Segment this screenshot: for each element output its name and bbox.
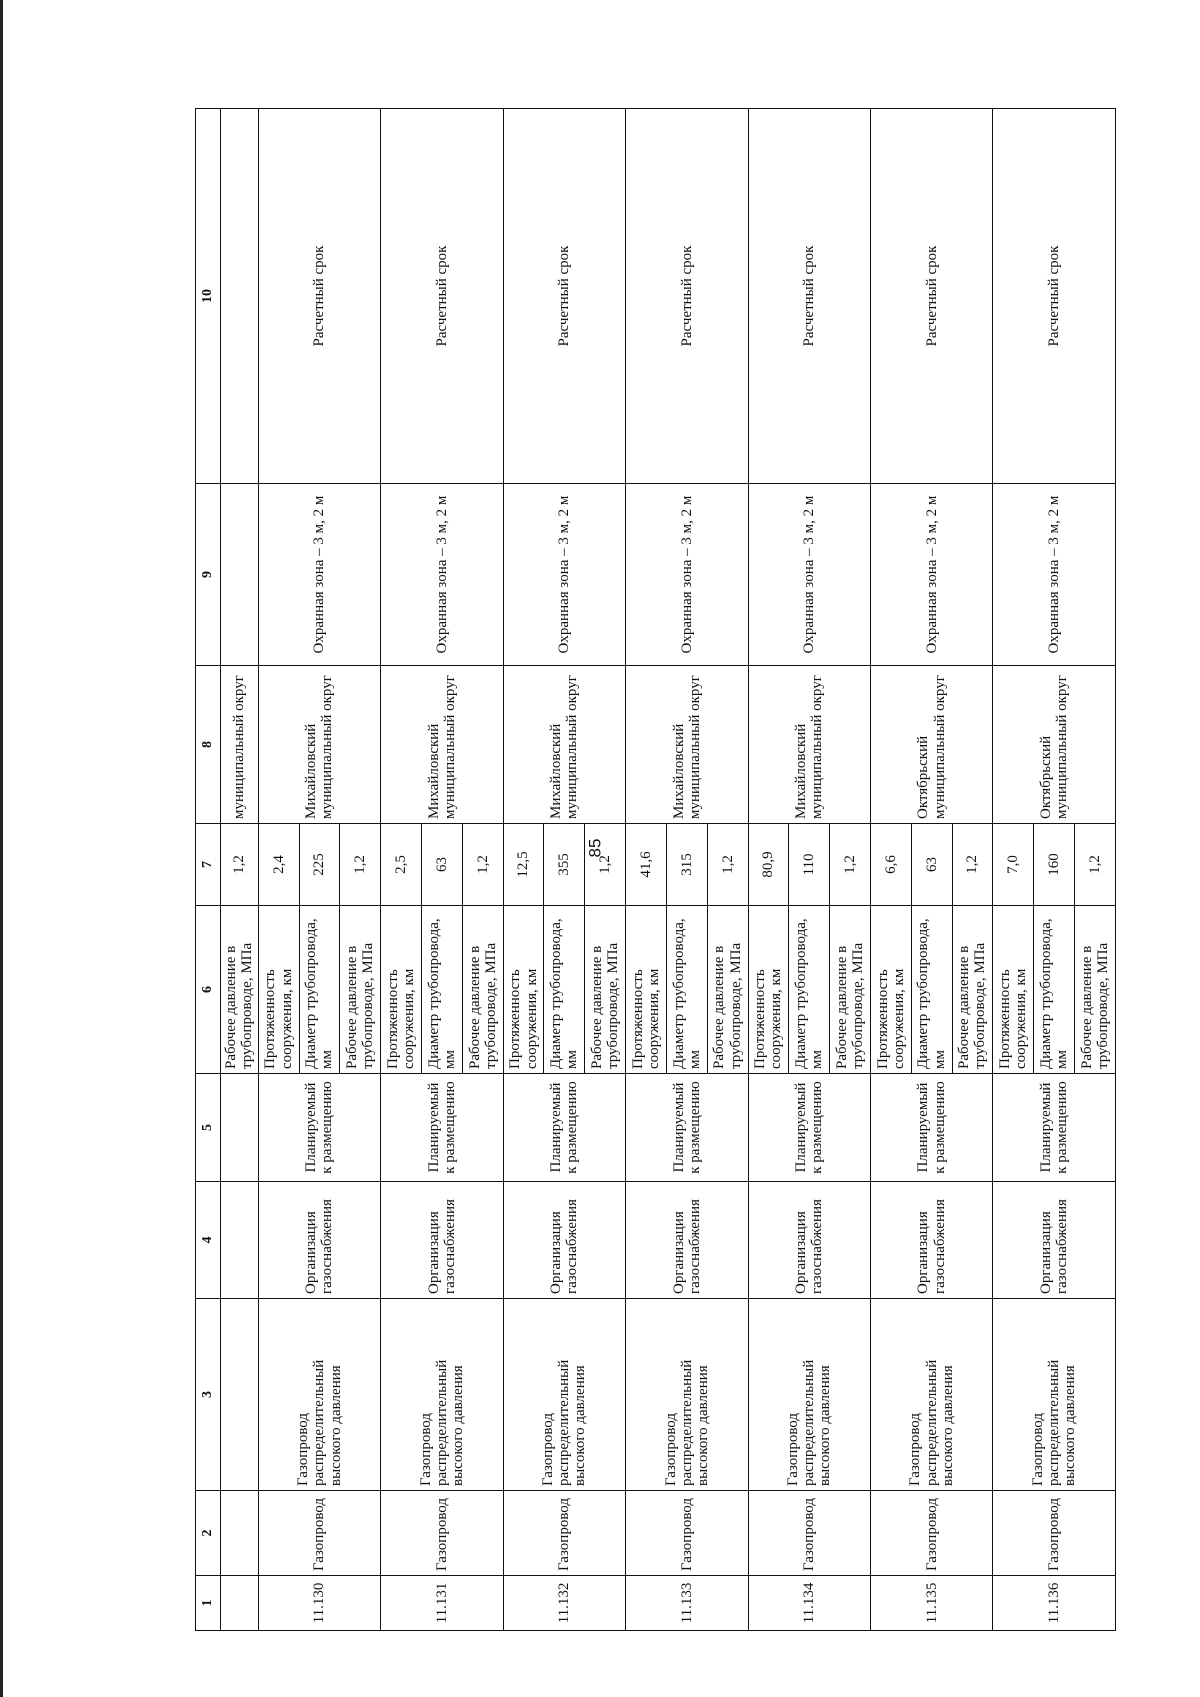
param-value: 1,2 <box>952 824 993 906</box>
object-type: Газопровод <box>748 1491 870 1576</box>
col-header: 1 <box>196 1576 221 1631</box>
object-number: 11.136 <box>993 1576 1116 1631</box>
cell-empty <box>221 1491 259 1576</box>
param-value: 355 <box>544 824 585 906</box>
municipality: Октябрьский муниципальный округ <box>993 666 1116 824</box>
param-value: 225 <box>299 824 340 906</box>
implementation-term: Расчетный срок <box>503 109 625 484</box>
cell-empty <box>221 1299 259 1491</box>
municipality: Октябрьский муниципальный округ <box>870 666 992 824</box>
object-purpose: Организация газоснабжения <box>993 1182 1116 1299</box>
param-value: 110 <box>789 824 830 906</box>
table-row <box>258 109 299 1631</box>
col-header: 8 <box>196 666 221 824</box>
param-value: 315 <box>666 824 707 906</box>
param-value: 1,2 <box>221 824 259 906</box>
protection-zone: Охранная зона – 3 м, 2 м <box>503 484 625 666</box>
protection-zone: Охранная зона – 3 м, 2 м <box>626 484 748 666</box>
param-value: 12,5 <box>503 824 544 906</box>
implementation-term: Расчетный срок <box>626 109 748 484</box>
param-label: Протяженность сооружения, км <box>503 906 544 1074</box>
object-status: Планируемый к размещению <box>626 1074 748 1182</box>
implementation-term: Расчетный срок <box>258 109 380 484</box>
param-label: Протяженность сооружения, км <box>870 906 911 1074</box>
param-label: Рабочее давление в трубопроводе, МПа <box>340 906 381 1074</box>
object-status: Планируемый к размещению <box>993 1074 1116 1182</box>
object-name: Газопровод распределительный высокого давления <box>993 1299 1116 1491</box>
municipality: Михайловский муниципальный округ <box>503 666 625 824</box>
param-label: Рабочее давление в трубопроводе, МПа <box>462 906 503 1074</box>
object-status: Планируемый к размещению <box>748 1074 870 1182</box>
param-value: 1,2 <box>340 824 381 906</box>
implementation-term: Расчетный срок <box>870 109 992 484</box>
table-row <box>626 109 667 1631</box>
param-label: Диаметр трубопровода, мм <box>666 906 707 1074</box>
implementation-term: Расчетный срок <box>993 109 1116 484</box>
protection-zone: Охранная зона – 3 м, 2 м <box>381 484 503 666</box>
param-value: 1,2 <box>1075 824 1116 906</box>
municipality: Михайловский муниципальный округ <box>626 666 748 824</box>
scan-edge <box>0 0 3 1697</box>
param-value: 63 <box>422 824 463 906</box>
object-status: Планируемый к размещению <box>381 1074 503 1182</box>
col-header: 2 <box>196 1491 221 1576</box>
param-value: 7,0 <box>993 824 1034 906</box>
param-value: 80,9 <box>748 824 789 906</box>
param-label: Протяженность сооружения, км <box>993 906 1034 1074</box>
param-value: 41,6 <box>626 824 667 906</box>
municipality: Михайловский муниципальный округ <box>748 666 870 824</box>
col-header: 9 <box>196 484 221 666</box>
protection-zone: Охранная зона – 3 м, 2 м <box>870 484 992 666</box>
param-label: Рабочее давление в трубопроводе, МПа <box>1075 906 1116 1074</box>
col-header: 10 <box>196 109 221 484</box>
object-number: 11.135 <box>870 1576 992 1631</box>
param-label: Диаметр трубопровода, мм <box>299 906 340 1074</box>
col-header: 3 <box>196 1299 221 1491</box>
param-value: 6,6 <box>870 824 911 906</box>
cell-empty <box>221 1074 259 1182</box>
cell-empty <box>221 1182 259 1299</box>
param-label: Рабочее давление в трубопроводе, МПа <box>830 906 871 1074</box>
object-name: Газопровод распределительный высокого давления <box>626 1299 748 1491</box>
object-type: Газопровод <box>503 1491 625 1576</box>
param-label: Рабочее давление в трубопроводе, МПа <box>952 906 993 1074</box>
table-row <box>748 109 789 1631</box>
table-row <box>870 109 911 1631</box>
object-purpose: Организация газоснабжения <box>626 1182 748 1299</box>
object-status: Планируемый к размещению <box>870 1074 992 1182</box>
param-value: 2,4 <box>258 824 299 906</box>
object-number: 11.130 <box>258 1576 380 1631</box>
param-label: Диаметр трубопровода, мм <box>1034 906 1075 1074</box>
param-label: Протяженность сооружения, км <box>381 906 422 1074</box>
table-row <box>993 109 1034 1631</box>
param-value: 160 <box>1034 824 1075 906</box>
param-label: Протяженность сооружения, км <box>626 906 667 1074</box>
table-row <box>381 109 422 1631</box>
param-label: Рабочее давление в трубопроводе, МПа <box>221 906 259 1074</box>
param-value: 2,5 <box>381 824 422 906</box>
object-purpose: Организация газоснабжения <box>258 1182 380 1299</box>
object-purpose: Организация газоснабжения <box>870 1182 992 1299</box>
param-label: Рабочее давление в трубопроводе, МПа <box>585 906 626 1074</box>
object-number: 11.133 <box>626 1576 748 1631</box>
implementation-term: Расчетный срок <box>381 109 503 484</box>
param-label: Диаметр трубопровода, мм <box>789 906 830 1074</box>
object-name: Газопровод распределительный высокого давления <box>748 1299 870 1491</box>
param-label: Диаметр трубопровода, мм <box>422 906 463 1074</box>
object-type: Газопровод <box>993 1491 1116 1576</box>
object-name: Газопровод распределительный высокого давления <box>870 1299 992 1491</box>
cell-empty <box>221 1576 259 1631</box>
continuation-row <box>221 109 259 1631</box>
municipality: муниципальный округ <box>221 666 259 824</box>
object-name: Газопровод распределительный высокого давления <box>381 1299 503 1491</box>
page-number: 85 <box>585 838 605 858</box>
param-label: Протяженность сооружения, км <box>258 906 299 1074</box>
param-value: 1,2 <box>585 824 626 906</box>
param-value: 1,2 <box>462 824 503 906</box>
param-value: 63 <box>911 824 952 906</box>
object-purpose: Организация газоснабжения <box>748 1182 870 1299</box>
table-body <box>258 109 1115 1631</box>
object-status: Планируемый к размещению <box>258 1074 380 1182</box>
object-number: 11.131 <box>381 1576 503 1631</box>
object-type: Газопровод <box>626 1491 748 1576</box>
cell-empty <box>221 484 259 666</box>
municipality: Михайловский муниципальный округ <box>258 666 380 824</box>
protection-zone: Охранная зона – 3 м, 2 м <box>993 484 1116 666</box>
column-numbers-row <box>196 109 221 1631</box>
object-purpose: Организация газоснабжения <box>503 1182 625 1299</box>
object-type: Газопровод <box>870 1491 992 1576</box>
param-label: Протяженность сооружения, км <box>748 906 789 1074</box>
col-header: 7 <box>196 824 221 906</box>
object-purpose: Организация газоснабжения <box>381 1182 503 1299</box>
object-type: Газопровод <box>258 1491 380 1576</box>
table-row <box>503 109 544 1631</box>
col-header: 4 <box>196 1182 221 1299</box>
param-label: Диаметр трубопровода, мм <box>544 906 585 1074</box>
param-label: Рабочее давление в трубопроводе, МПа <box>707 906 748 1074</box>
protection-zone: Охранная зона – 3 м, 2 м <box>258 484 380 666</box>
municipality: Михайловский муниципальный округ <box>381 666 503 824</box>
protection-zone: Охранная зона – 3 м, 2 м <box>748 484 870 666</box>
object-type: Газопровод <box>381 1491 503 1576</box>
col-header: 6 <box>196 906 221 1074</box>
param-value: 1,2 <box>707 824 748 906</box>
col-header: 5 <box>196 1074 221 1182</box>
object-number: 11.132 <box>503 1576 625 1631</box>
objects-table <box>195 108 1116 1631</box>
implementation-term: Расчетный срок <box>748 109 870 484</box>
object-status: Планируемый к размещению <box>503 1074 625 1182</box>
param-value: 1,2 <box>830 824 871 906</box>
object-name: Газопровод распределительный высокого давления <box>258 1299 380 1491</box>
object-number: 11.134 <box>748 1576 870 1631</box>
param-label: Диаметр трубопровода, мм <box>911 906 952 1074</box>
cell-empty <box>221 109 259 484</box>
rotated-table-wrapper <box>195 109 1116 1631</box>
object-name: Газопровод распределительный высокого давления <box>503 1299 625 1491</box>
